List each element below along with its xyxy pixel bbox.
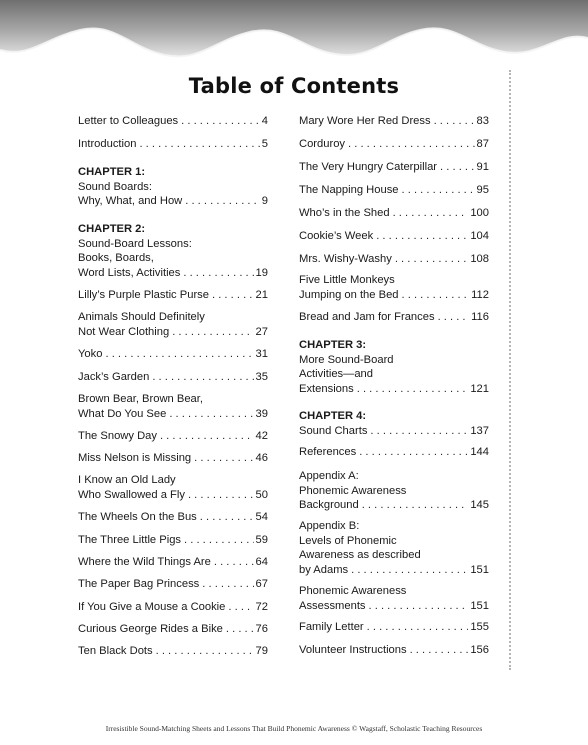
entry-leader-row <box>78 288 268 303</box>
page-number: 156 <box>470 644 489 656</box>
page-number: 151 <box>470 564 489 577</box>
entry-title-line: Background <box>299 499 359 512</box>
entry-title-line: Sound-Board Lessons: <box>78 237 192 250</box>
entry-title-line: I Know an Old Lady <box>78 474 176 486</box>
dot-leader <box>434 114 475 129</box>
entry-leader-row <box>78 407 268 422</box>
toc-entry <box>78 114 268 129</box>
toc-entry <box>299 137 489 152</box>
dot-leader <box>181 114 260 129</box>
entry-leader-row <box>78 137 268 152</box>
entry-leader-row <box>78 325 268 340</box>
page-number: 4 <box>261 115 268 127</box>
toc-entry <box>78 451 268 466</box>
dot-leader <box>395 252 469 267</box>
dot-leader <box>410 643 469 658</box>
page-number: 104 <box>470 230 489 242</box>
entry-title-line: References <box>299 446 357 458</box>
entry-title-line: Yoko <box>78 348 103 360</box>
toc-entry <box>299 206 489 221</box>
page-number: 54 <box>255 511 268 523</box>
page-number: 31 <box>255 348 268 360</box>
toc-entry <box>78 310 268 339</box>
toc-entry <box>78 510 268 525</box>
dot-leader <box>228 600 253 615</box>
dot-leader <box>376 229 468 244</box>
entry-title-line: Assessments <box>299 599 366 612</box>
entry-title-line: Family Letter <box>299 621 364 633</box>
entry-title-line: Why, What, and How <box>78 195 183 208</box>
page-number: 145 <box>470 499 489 512</box>
entry-title-line: The Napping House <box>299 184 399 196</box>
dot-leader <box>212 288 254 303</box>
entry-title-line: Sound Boards: <box>78 180 153 193</box>
entry-title-line: Who’s in the Shed <box>299 207 390 219</box>
toc-entry <box>78 137 268 152</box>
page-number: 151 <box>470 599 489 612</box>
toc-entry <box>78 392 268 421</box>
toc-entry <box>78 288 268 303</box>
page-number: 137 <box>470 424 489 437</box>
entry-title-line: Volunteer Instructions <box>299 644 407 656</box>
entry-leader-row <box>299 498 489 513</box>
entry-title-line: by Adams <box>299 564 349 577</box>
page-number: 108 <box>470 253 489 265</box>
dot-leader <box>185 194 260 209</box>
toc-entry <box>299 310 489 325</box>
toc-entry <box>299 584 489 613</box>
entry-title-line: Not Wear Clothing <box>78 325 170 338</box>
dot-leader <box>188 488 254 503</box>
entry-leader-row <box>78 114 268 129</box>
dot-leader <box>370 424 468 439</box>
page-number: 27 <box>255 325 268 338</box>
entry-title-line: Extensions <box>299 383 354 396</box>
page-number: 100 <box>470 207 489 219</box>
entry-title-line: Phonemic Awareness <box>299 585 407 597</box>
entry-title-line: What Do You See <box>78 407 167 420</box>
dot-leader <box>351 563 468 578</box>
entry-title-line: The Three Little Pigs <box>78 534 182 546</box>
entry-leader-row <box>78 644 268 659</box>
dot-leader <box>362 498 469 513</box>
toc-entry <box>78 577 268 592</box>
entry-leader-row <box>299 643 489 658</box>
page-number: 95 <box>476 184 489 196</box>
entry-leader-row <box>78 555 268 570</box>
entry-title-line: Corduroy <box>299 138 346 150</box>
page-number: 83 <box>476 115 489 127</box>
dot-leader <box>440 160 475 175</box>
entry-title-line: Mrs. Wishy-Washy <box>299 253 392 265</box>
toc-entry <box>299 338 489 397</box>
entry-leader-row <box>299 445 489 460</box>
toc-entry <box>78 622 268 637</box>
toc-entry <box>299 160 489 175</box>
entry-title-line: Sound Charts <box>299 424 368 437</box>
toc-entry <box>299 519 489 578</box>
toc-entry <box>299 620 489 635</box>
entry-title-line: Lilly’s Purple Plastic Purse <box>78 289 209 301</box>
entry-title-line: Phonemic Awareness <box>299 484 407 497</box>
toc-entry <box>78 533 268 548</box>
entry-leader-row <box>299 160 489 175</box>
entry-leader-row <box>78 370 268 385</box>
page-number: 50 <box>255 488 268 501</box>
entry-leader-row <box>78 577 268 592</box>
wavy-header-banner <box>0 0 588 70</box>
entry-leader-row <box>78 347 268 362</box>
dot-leader <box>214 555 254 570</box>
dot-leader <box>105 347 253 362</box>
entry-title-line: Miss Nelson is Missing <box>78 452 192 464</box>
dot-leader <box>402 288 470 303</box>
chapter-heading: CHAPTER 2: <box>78 223 146 235</box>
entry-leader-row <box>299 620 489 635</box>
entry-leader-row <box>78 429 268 444</box>
dot-leader <box>369 599 469 614</box>
entry-leader-row <box>78 510 268 525</box>
page-number: 35 <box>255 371 268 383</box>
page-number: 72 <box>255 601 268 613</box>
page-number: 112 <box>471 288 489 301</box>
page-number: 64 <box>255 556 268 568</box>
dot-leader <box>184 533 254 548</box>
page-number: 46 <box>255 452 268 464</box>
page-number: 39 <box>255 407 268 420</box>
entry-title-line: Introduction <box>78 138 137 150</box>
toc-entry <box>78 473 268 502</box>
toc-entry <box>299 252 489 267</box>
page-number: 144 <box>470 446 489 458</box>
toc-entry <box>78 347 268 362</box>
toc-entry <box>299 183 489 198</box>
toc-entry <box>299 273 489 302</box>
page-number: 155 <box>470 621 489 633</box>
dot-leader <box>169 407 253 422</box>
entry-title-line: Where the Wild Things Are <box>78 556 211 568</box>
entry-title-line: Jumping on the Bed <box>299 288 399 301</box>
toc-entry <box>299 445 489 460</box>
entry-title-line: Who Swallowed a Fly <box>78 488 185 501</box>
toc-entry <box>299 229 489 244</box>
dot-leader <box>367 620 469 635</box>
dot-leader <box>359 445 468 460</box>
page-number: 9 <box>261 195 268 208</box>
dot-leader <box>183 266 253 281</box>
page-number: 67 <box>255 578 268 590</box>
page-number: 59 <box>255 534 268 546</box>
toc-entry <box>78 600 268 615</box>
entry-leader-row <box>78 600 268 615</box>
entry-title-line: Five Little Monkeys <box>299 274 395 286</box>
toc-entry <box>78 555 268 570</box>
entry-title-line: Letter to Colleagues <box>78 115 179 127</box>
dot-leader <box>438 310 470 325</box>
dotted-margin-line <box>509 70 511 670</box>
entry-leader-row <box>299 252 489 267</box>
entry-title-line: Brown Bear, Brown Bear, <box>78 393 203 405</box>
page-title: Table of Contents <box>188 74 400 98</box>
dot-leader <box>202 577 253 592</box>
toc-entry <box>78 429 268 444</box>
dot-leader <box>393 206 469 221</box>
page-number: 91 <box>476 161 489 173</box>
dot-leader <box>200 510 254 525</box>
entry-leader-row <box>299 310 489 325</box>
entry-leader-row <box>78 533 268 548</box>
page-number: 121 <box>470 383 489 396</box>
entry-leader-row <box>78 451 268 466</box>
entry-leader-row <box>299 229 489 244</box>
toc-entry <box>78 370 268 385</box>
dot-leader <box>357 382 469 397</box>
entry-title-line: If You Give a Mouse a Cookie <box>78 601 226 613</box>
entry-leader-row <box>299 288 489 303</box>
entry-title-line: Ten Black Dots <box>78 645 153 657</box>
entry-leader-row <box>299 424 489 439</box>
chapter-heading: CHAPTER 1: <box>78 166 146 178</box>
entry-title-line: Bread and Jam for Frances <box>299 311 435 323</box>
dot-leader <box>226 622 254 637</box>
entry-title-line: Animals Should Definitely <box>78 311 205 323</box>
entry-title-line: Cookie’s Week <box>299 230 374 242</box>
entry-title-line: Word Lists, Activities <box>78 267 181 280</box>
entry-title-line: Levels of Phonemic <box>299 534 397 547</box>
entry-title-line: The Very Hungry Caterpillar <box>299 161 438 173</box>
entry-title-line: Mary Wore Her Red Dress <box>299 115 431 127</box>
page-number: 87 <box>476 138 489 150</box>
dot-leader <box>194 451 253 466</box>
chapter-heading: CHAPTER 4: <box>299 410 367 422</box>
entry-leader-row <box>299 183 489 198</box>
entry-leader-row <box>78 488 268 503</box>
entry-leader-row <box>299 114 489 129</box>
entry-title-line: Curious George Rides a Bike <box>78 623 223 635</box>
dot-leader <box>139 137 259 152</box>
chapter-heading: CHAPTER 3: <box>299 339 367 351</box>
entry-leader-row <box>299 563 489 578</box>
entry-title-line: More Sound-Board <box>299 353 394 366</box>
page-footer: Irresistible Sound-Matching Sheets and Lessons That Build Phonemic Awareness © Wagstaff, Scholastic Teaching Resources <box>105 724 483 733</box>
entry-leader-row <box>78 194 268 209</box>
entry-leader-row <box>299 382 489 397</box>
entry-title-line: The Paper Bag Princess <box>78 578 200 590</box>
page-number: 5 <box>261 138 268 150</box>
toc-entry <box>78 222 268 281</box>
page-number: 79 <box>255 645 268 657</box>
toc-entry <box>299 643 489 658</box>
page-number: 21 <box>255 289 268 301</box>
entry-title-line: Jack’s Garden <box>78 371 150 383</box>
dot-leader <box>348 137 475 152</box>
toc-entry <box>299 469 489 513</box>
dot-leader <box>152 370 253 385</box>
entry-leader-row <box>299 206 489 221</box>
entry-title-line: The Wheels On the Bus <box>78 511 197 523</box>
page-number: 76 <box>255 623 268 635</box>
entry-title-line: Books, Boards, <box>78 252 154 265</box>
entry-title-line: Appendix B: <box>299 520 360 532</box>
toc-entry <box>78 644 268 659</box>
entry-leader-row <box>78 266 268 281</box>
entry-leader-row <box>299 137 489 152</box>
dot-leader <box>172 325 253 340</box>
page-number: 116 <box>471 311 489 323</box>
toc-entry <box>299 114 489 129</box>
dot-leader <box>156 644 254 659</box>
entry-leader-row <box>78 622 268 637</box>
page-number: 19 <box>255 267 268 280</box>
dot-leader <box>160 429 254 444</box>
page-number: 42 <box>255 430 268 442</box>
toc-entry <box>78 165 268 209</box>
entry-title-line: Activities—and <box>299 368 373 381</box>
toc-entry <box>299 409 489 438</box>
entry-leader-row <box>299 599 489 614</box>
entry-title-line: Appendix A: <box>299 470 359 482</box>
dot-leader <box>402 183 475 198</box>
entry-title-line: Awareness as described <box>299 549 421 562</box>
entry-title-line: The Snowy Day <box>78 430 157 442</box>
